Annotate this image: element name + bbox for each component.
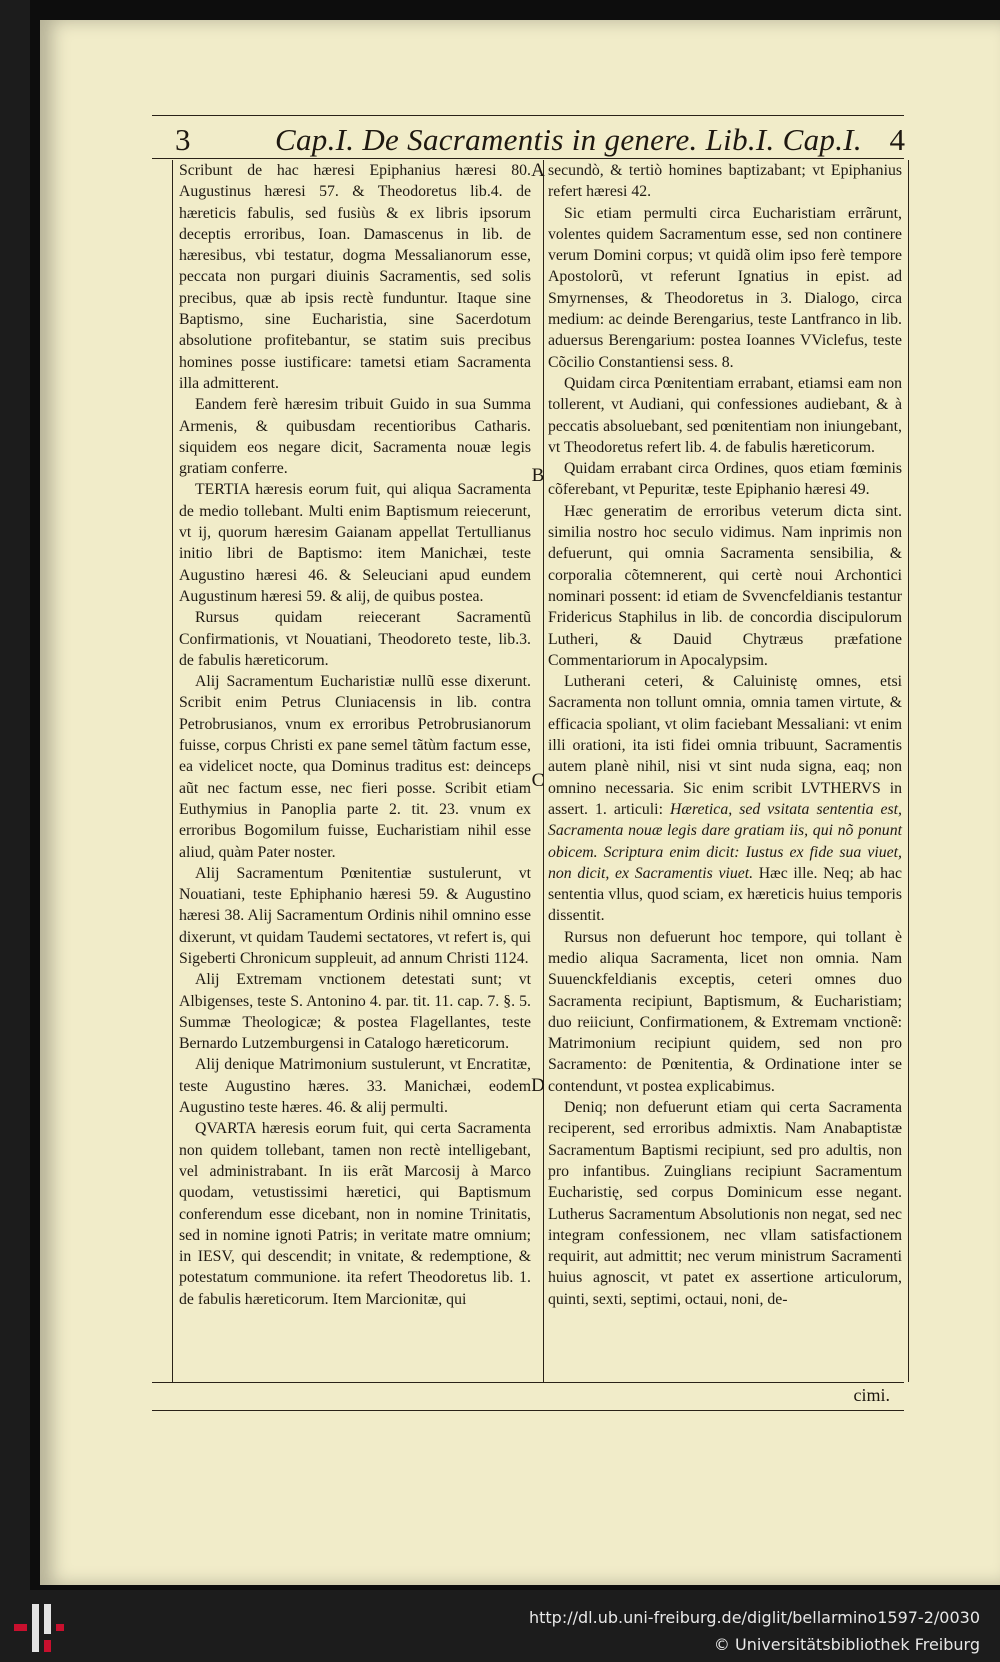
running-title: Cap.I. De Sacramentis in genere. Lib.I. Cap.I. bbox=[275, 122, 862, 157]
paragraph bbox=[548, 671, 902, 927]
paragraph: Sic etiam permulti circa Eucharistiam errãrunt, volentes quidem Sacramentum esse, sed non continere verum Domini corpus; vt quidã olim ipso ferè tempore Apostolorũ, vt referunt Ignatius in epist. ad Smyrnenses, & Theodoretus in 3. Dialogo, circa medium: ac deinde Berengarius, teste Lantfranco in lib. aduersus Berengarium: postea Ioannes VViclefus, teste Cõcilio Constantiensi sess. 8. bbox=[548, 204, 902, 371]
catchword: cimi. bbox=[853, 1385, 890, 1405]
margin-letter: A bbox=[531, 160, 545, 181]
paragraph: QVARTA hæresis eorum fuit, qui certa Sacramenta non quidem tollebant, tamen non rectè intelligebant, vel administrabant. In iis erãt Marcosij à Marco quodam, vetustissimi hæretici, qui Baptismum conferendum esse dicebant, non in nomine Trinitatis, sed in nomine ignoti Patris; in veritate matre omnium; in IESV, qui descendit; in vnitate, & redemptione, & potestatum communione. ita refert Theodoretus lib. 1. de fabulis hæreticorum. Item Marcionitæ, qui bbox=[179, 1120, 531, 1308]
paragraph: Quidam circa Pœnitentiam errabant, etiamsi eam non tollerent, vt Audiani, qui confessiones audiebant, & à peccatis absoluebant, sed pœnitentiam non iniungebant, vt Theodoretus refert lib. 4. de fabulis hæreticorum. bbox=[548, 374, 902, 456]
header-rule bbox=[152, 158, 904, 159]
paragraph: Scribunt de hac hæresi Epiphanius hæresi 80. Augustinus hæresi 57. & Theodoretus lib.4. de hæreticis fabulis, sed fusiùs & ex libris ipsorum deceptis erroribus, Ioan. Damascenus in lib. de hæresibus, vbi testatur, dogma Messalianorum esse, peccata non purgari diuinis Sacramentis, sed solis precibus, quæ ab ipsis rectè funduntur. Itaque sine Baptismo, sine Eucharistia, sine Sacerdotum absolutione profitebantur, se statim suis precibus homines posse iustificare: tametsi etiam Sacramenta illa admitterent. bbox=[179, 162, 531, 392]
bottom-rule bbox=[152, 1382, 904, 1383]
permalink-url[interactable]: http://dl.ub.uni-freiburg.de/diglit/bellarmino1597-2/0030 bbox=[528, 1608, 980, 1627]
paragraph: Alij Sacramentum Pœnitentiæ sustulerunt, vt Nouatiani, teste Ephiphanio hæresi 59. & Augustino hæresi 38. Alij Sacramentum Ordinis nihil omnino esse dixerunt, vt quidam Taudemi sectatores, vt refert is, qui Sigeberti Chronicum suppleuit, ad annum Christi 1124. bbox=[179, 864, 531, 967]
right-column bbox=[548, 160, 909, 1382]
paragraph: Deniq; non defuerunt etiam qui certa Sacramenta reciperent, sed erroribus admixtis. Nam Anabaptistæ Sacramentum Baptismi recipiunt, sed pro adultis, non pro infantibus. Zuinglians recipiunt Sacramentum Eucharistię, sed corpus Dominicum esse negant. Lutherus Sacramentum Absolutionis non negat, sed nec integram confessionem, nec vllam satisfactionem requirit, aut admittit; nec verum ministrum Sacramenti huius agnoscit, vt patet ex assertione articulorum, quinti, sexti, septimi, octaui, noni, de- bbox=[548, 1099, 902, 1308]
paragraph: TERTIA hæresis eorum fuit, qui aliqua Sacramenta de medio tollebant. Multi enim Baptismum reiecerunt, vt ij, quorum hæresim Gaianam appellat Tertullianus initio libri de Baptismo: item Manichæi, teste Augustino hæresi 46. & Seleuciani apud eundem Augustinum hæresi 59. & alij, de quibus postea. bbox=[179, 481, 531, 605]
paragraph: Hæc generatim de erroribus veterum dicta sint. similia nostro hoc seculo vidimus. Nam inprimis non defuerunt, qui omnia Sacramenta sensibilia, & corporalia cõtemnerent, qui certè noui Archontici nominari possent: id etiam de Svvencfeldianis testantur Fridericus Staphilus in lib. de concordia discipulorum Lutheri, & Dauid Chytræus præfatione Commentariorum in Apocalypsim. bbox=[548, 502, 902, 669]
paragraph: Rursus quidam reiecerant Sacramentũ Confirmationis, vt Nouatiani, Theodoreto teste, lib.3. de fabulis hæreticorum. bbox=[179, 609, 531, 669]
bottom-rule-lower bbox=[152, 1410, 904, 1411]
quotation: Hæretica, sed vsitata sententia est, Sacramenta nouæ legis dare gratiam iis, qui nõ ponunt obicem. Scriptura enim dicit: Iustus ex fide sua viuet, non dicit, ex Sacramentis viuet. bbox=[548, 800, 903, 882]
page-number-right: 4 bbox=[889, 122, 905, 157]
margin-letter: C bbox=[531, 770, 545, 791]
page-number-left: 3 bbox=[175, 122, 191, 157]
paragraph-text: Lutherani ceteri, & Caluinistę omnes, etsi Sacramenta non tollunt omnia, omnia tamen virtute, & efficacia spoliant, vt olim faciebant Messaliani: vt enim illi orationi, ita isti fidei omnia tribuunt, Sacramentis autem planè nihil, nisi vt sint nuda signa, eaq; non omnino necessaria. Sic enim scribit LVTHERVS in assert. 1. articuli: bbox=[548, 673, 902, 818]
copyright-notice: © Universitätsbibliothek Freiburg bbox=[713, 1635, 980, 1654]
paragraph: secundò, & tertiò homines baptizabant; vt Epiphanius refert hæresi 42. bbox=[548, 162, 902, 201]
footer-bar bbox=[0, 1590, 1000, 1662]
paragraph: Alij Extremam vnctionem detestati sunt; vt Albigenses, teste S. Antonino 4. par. tit. 11. cap. 7. §. 5. Summæ Theologicæ; & postea Flagellantes, teste Bernardo Lutzemburgensi in Catalogo hæreticorum. bbox=[179, 971, 531, 1053]
margin-letter: B bbox=[531, 465, 545, 486]
paragraph: Alij Sacramentum Eucharistiæ nullũ esse dixerunt. Scribit enim Petrus Cluniacensis in lib. contra Petrobrusianos, vnum ex erroribus Petrobrusianorum fuisse, corpus Christi ex pane semel tãtùm factum esse, ea videlicet nocte, qua Dominus traditus est: deinceps aũt nec factum esse, nec fieri posse. Scribit etiam Euthymius in Panoplia parte 2. tit. 23. vnum ex erroribus Bogomilum fuisse, Eucharistiam nihil esse aliud, quàm Pater noster. bbox=[179, 673, 531, 861]
paragraph: Quidam errabant circa Ordines, quos etiam fœminis cõferebant, vt Pepuritæ, teste Epiphanio hæresi 49. bbox=[548, 460, 902, 499]
library-logo-icon bbox=[14, 1604, 64, 1652]
margin-letter: D bbox=[531, 1075, 545, 1096]
left-column bbox=[172, 160, 531, 1382]
paragraph: Eandem ferè hæresim tribuit Guido in sua Summa Armenis, & quibusdam recentioribus Catharis. siquidem eos negare dicit, Sacramenta nouæ legis gratiam conferre. bbox=[179, 396, 531, 478]
paragraph: Alij denique Matrimonium sustulerunt, vt Encratitæ, teste Augustino hæres. 33. Manichæi, eodem Augustino teste hæres. 46. & alij permulti. bbox=[179, 1056, 531, 1117]
paragraph: Rursus non defuerunt hoc tempore, qui tollant è medio aliqua Sacramenta, licet non omnia. Nam Suuenckfeldianis exceptis, ceteri omnes duo Sacramenta recipiunt, Baptismum, & Eucharistiam; duo reiiciunt, Confirmationem, & Extremam vnctionẽ: Matrimonium recipiunt quidem, sed non pro Sacramento: de Pœnitentia, & Ordinatione inter se contendunt, vt postea explicabimus. bbox=[548, 928, 902, 1095]
paragraph-text: Hæc ille. Neq; ab hac sententia vllus, quod sciam, ex hæreticis huius temporis dissentit. bbox=[548, 864, 902, 925]
